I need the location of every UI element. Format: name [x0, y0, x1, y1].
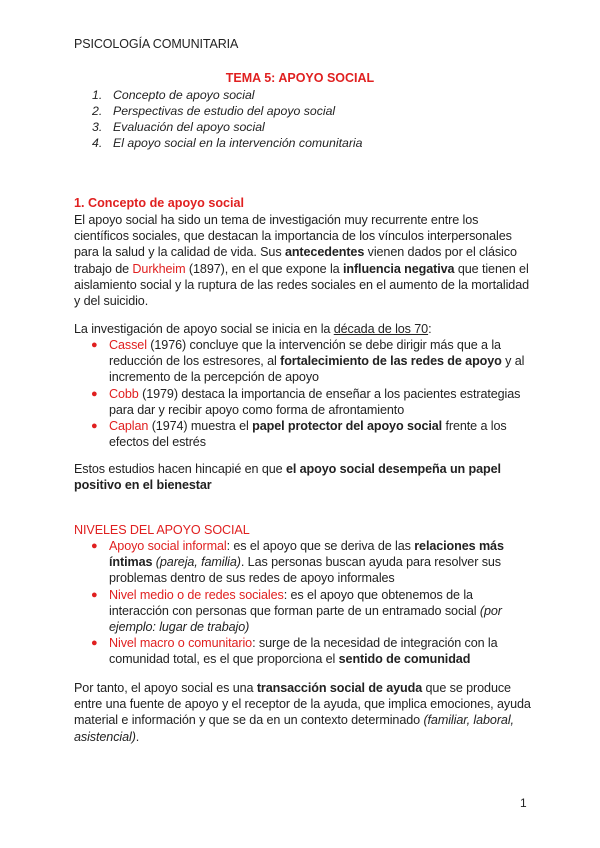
- underlined-text: década de los 70: [333, 322, 429, 336]
- levels-list: [91, 538, 536, 668]
- toc-number: 2.: [92, 104, 103, 119]
- text-run: y al incremento de la percepción de apoyo: [109, 354, 525, 385]
- page-number: 1: [520, 796, 527, 810]
- bullet-icon: ●: [91, 420, 98, 433]
- bold-text: transacción social de ayuda: [256, 681, 423, 695]
- bullet-icon: ●: [91, 540, 98, 552]
- toc-number: 3.: [92, 120, 103, 135]
- list-item: [91, 538, 536, 587]
- text-run: : es el apoyo que obtenemos de la interacción con personas que forman parte de un entramado social: [109, 587, 480, 618]
- text-run: vienen dados por el clásico trabajo de: [74, 245, 517, 276]
- list-item: [91, 386, 536, 418]
- text-run: El apoyo social ha sido un tema de investigación muy recurrente entre los científicos sociales, que destacan la importancia de los vínculos interpersonales para la salud y la calidad de vida. Sus: [74, 213, 512, 260]
- author-name: Cobb: [109, 386, 139, 401]
- bullet-icon: ●: [91, 387, 98, 400]
- text-run: : es el apoyo que se deriva de las: [226, 539, 415, 553]
- toc-text: Evaluación del apoyo social: [113, 120, 265, 135]
- toc-item: [92, 119, 363, 135]
- bold-text: antecedentes: [284, 245, 365, 260]
- table-of-contents: [92, 87, 363, 151]
- list-item: [91, 587, 536, 636]
- text-run: que se produce entre una fuente de apoyo y el receptor de la ayuda, que implica emociones, ayuda material e información y que se da en un contexto determinado: [74, 681, 531, 728]
- author-name: Cassel: [109, 338, 147, 352]
- author-name: Caplan: [109, 419, 149, 434]
- list-item: [91, 418, 536, 450]
- level-name: Nivel macro o comunitario: [109, 636, 253, 651]
- text-run: Estos estudios hacen hincapié en que: [74, 462, 286, 476]
- text-run: La investigación de apoyo social se inicia en la: [74, 322, 334, 336]
- conclusion-paragraph: [74, 680, 534, 745]
- bold-text: el apoyo social desempeña un papel positivo en el bienestar: [74, 462, 501, 493]
- topic-title: TEMA 5: APOYO SOCIAL: [225, 71, 375, 85]
- text-run: que tienen el aislamiento social y la ruptura de las redes sociales en el aumento de la mortalidad y del suicidio.: [74, 261, 530, 309]
- levels-heading: NIVELES DEL APOYO SOCIAL: [74, 523, 250, 537]
- bold-text: sentido de comunidad: [338, 652, 471, 667]
- italic-text: (familiar, laboral, asistencial): [74, 713, 514, 744]
- toc-item: [92, 87, 363, 103]
- author-name: Durkheim: [132, 261, 186, 276]
- text-run: Por tanto, el apoyo social es una: [74, 681, 257, 695]
- bold-text: papel protector del apoyo social: [252, 419, 443, 434]
- toc-item: [92, 135, 363, 151]
- text-run: . Las personas buscan ayuda para resolver sus problemas dentro de sus redes de apoyo informales: [109, 555, 501, 586]
- section-heading: 1. Concepto de apoyo social: [74, 196, 245, 210]
- toc-text: Concepto de apoyo social: [113, 88, 255, 102]
- authors-list: [91, 337, 536, 450]
- text-run: frente a los efectos del estrés: [109, 419, 507, 450]
- course-header: PSICOLOGÍA COMUNITARIA: [74, 37, 239, 51]
- text-run: (1897), en el que expone la: [185, 261, 343, 276]
- research-paragraph: [74, 321, 534, 337]
- intro-paragraph: [74, 212, 534, 309]
- text-run: .: [135, 729, 140, 744]
- text-run: (1976) concluye que la intervención se debe dirigir más que a la reducción de los estresores, al: [109, 338, 501, 369]
- text-run: :: [428, 322, 432, 336]
- toc-text: El apoyo social en la intervención comunitaria: [113, 136, 363, 151]
- text-run: : surge de la necesidad de integración con la comunidad total, es el que proporciona el: [109, 636, 498, 667]
- bold-text: influencia negativa: [342, 261, 455, 276]
- toc-item: [92, 103, 363, 119]
- level-name: Apoyo social informal: [109, 539, 227, 553]
- level-name: Nivel medio o de redes sociales: [109, 587, 284, 602]
- emphasis-paragraph: [74, 461, 534, 493]
- toc-number: 4.: [92, 136, 103, 151]
- bold-text: fortalecimiento de las redes de apoyo: [280, 354, 502, 369]
- text-run: (1979) destaca la importancia de enseñar a los pacientes estrategias para dar y recibir apoyo como forma de afrontamiento: [109, 386, 521, 417]
- italic-text: (pareja, familia): [152, 555, 241, 570]
- toc-number: 1.: [92, 88, 103, 102]
- bullet-icon: ●: [91, 339, 98, 351]
- list-item: [91, 337, 536, 386]
- toc-text: Perspectivas de estudio del apoyo social: [113, 104, 336, 119]
- bullet-icon: ●: [91, 637, 98, 650]
- text-run: (1974) muestra el: [148, 419, 253, 434]
- italic-text: (por ejemplo: lugar de trabajo): [109, 603, 502, 635]
- list-item: [91, 635, 536, 667]
- bold-text: relaciones más íntimas: [109, 539, 504, 570]
- bullet-icon: ●: [91, 588, 98, 601]
